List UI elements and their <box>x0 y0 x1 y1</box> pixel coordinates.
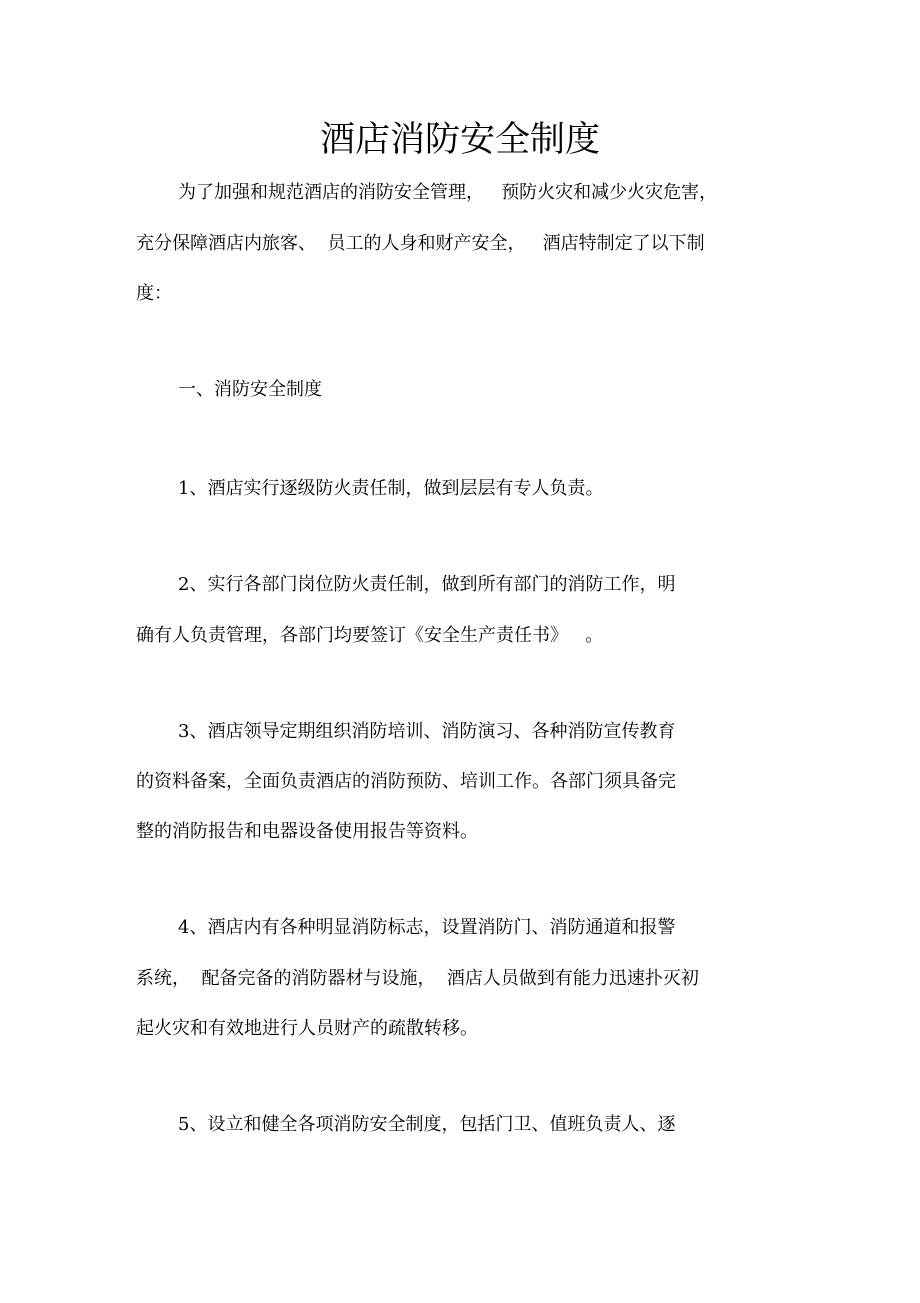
intro-line-1: 为了加强和规范酒店的消防安全管理， 预防火灾和减少火灾危害， <box>178 182 718 203</box>
item-1-line-1: 1、酒店实行逐级防火责任制，做到层层有专人负责。 <box>178 478 604 499</box>
item-3-line-3: 整的消防报告和电器设备使用报告等资料。 <box>136 821 478 842</box>
item-5-line-1: 5、设立和健全各项消防安全制度，包括门卫、值班负责人、逐 <box>178 1114 676 1135</box>
page-title: 酒店消防安全制度 <box>319 120 600 160</box>
item-3-line-1: 3、酒店领导定期组织消防培训、消防演习、各种消防宣传教育 <box>178 721 676 742</box>
item-4-line-3: 起火灾和有效地进行人员财产的疏散转移。 <box>136 1018 478 1039</box>
intro-line-2: 充分保障酒店内旅客、 员工的人身和财产安全， 酒店特制定了以下制 <box>136 233 705 254</box>
intro-line-3: 度： <box>136 283 172 304</box>
item-4-line-2: 系统， 配备完备的消防器材与设施， 酒店人员做到有能力迅速扑灭初 <box>136 968 699 989</box>
item-3-line-2: 的资料备案，全面负责酒店的消防预防、培训工作。各部门须具备完 <box>136 771 676 792</box>
item-4-line-1: 4、酒店内有各种明显消防标志，设置消防门、消防通道和报警 <box>178 917 676 938</box>
item-2-line-2: 确有人负责管理，各部门均要签订《安全生产责任书》 。 <box>136 625 604 646</box>
item-2-line-1: 2、实行各部门岗位防火责任制，做到所有部门的消防工作，明 <box>178 574 676 595</box>
section-heading: 一、消防安全制度 <box>178 379 322 400</box>
